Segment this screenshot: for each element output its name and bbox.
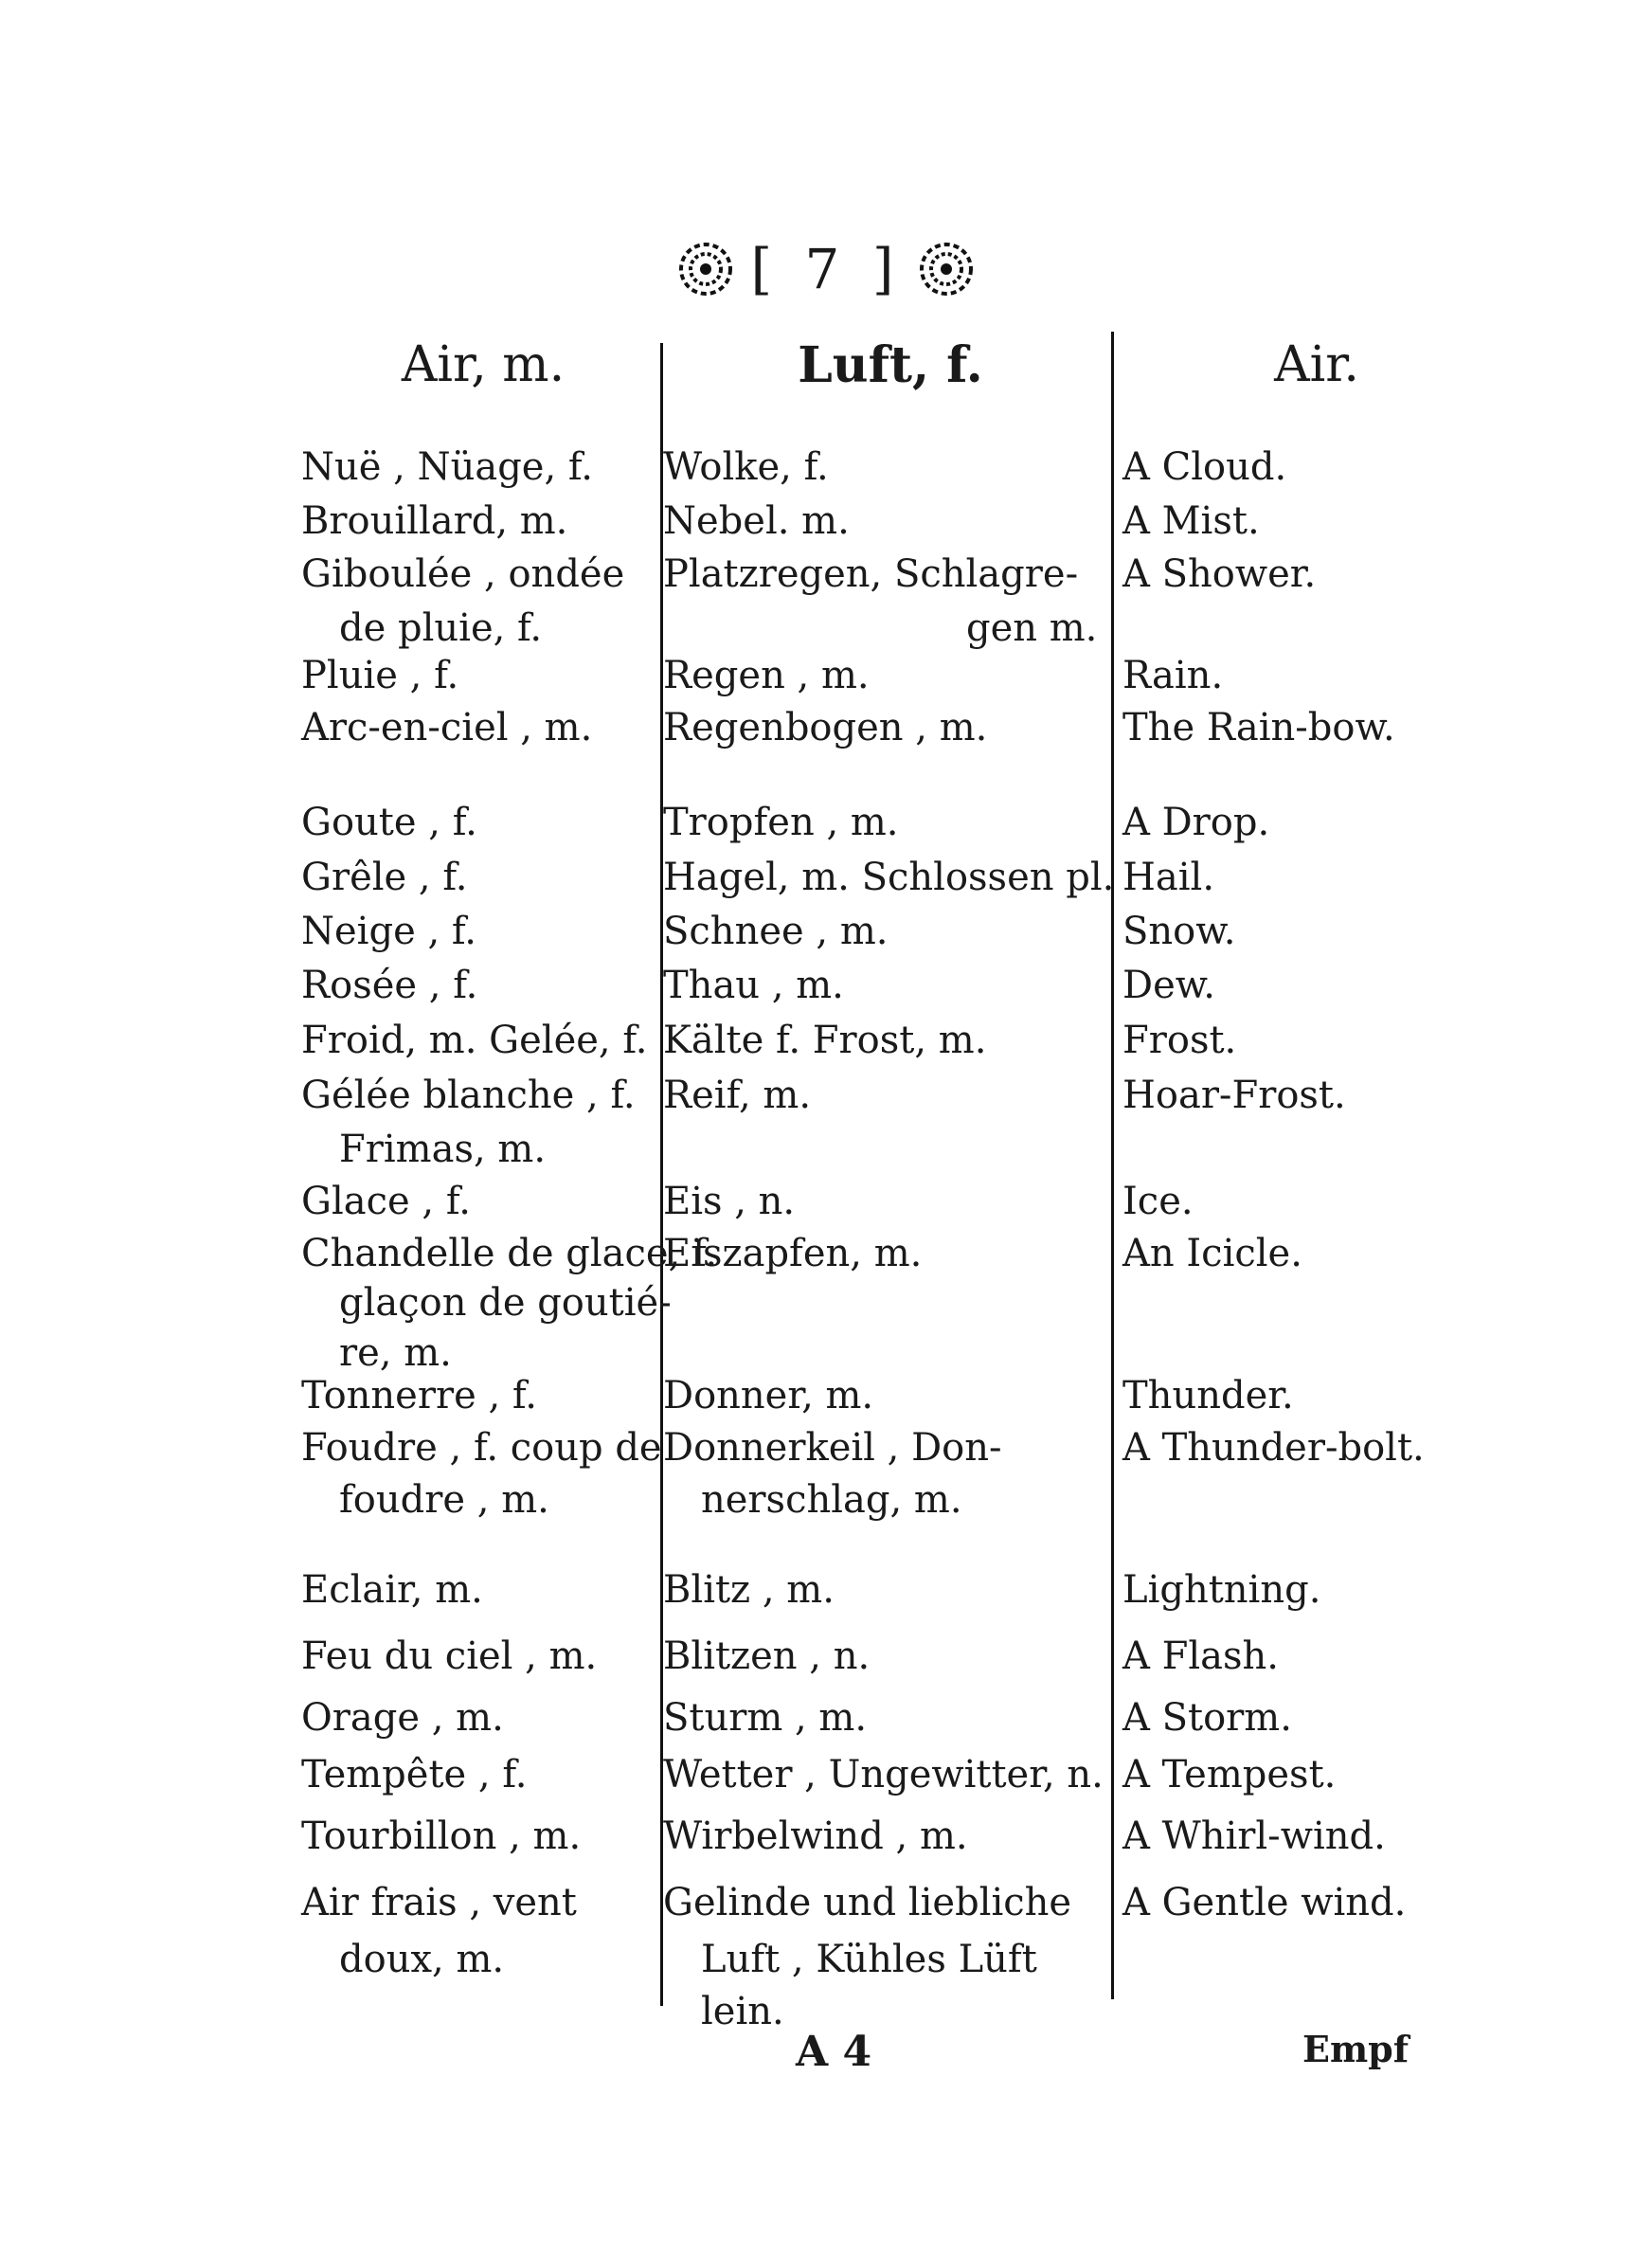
table-row [0,445,1652,502]
english-term: A Storm. [1122,1696,1292,1740]
table-row [0,654,1652,711]
german-term: Wolke, f. [663,445,829,489]
french-term: Pluie , f. [301,654,459,697]
english-term: The Rain-bow. [1122,706,1395,749]
french-term: Foudre , f. coup de [301,1426,662,1470]
english-term: Thunder. [1122,1374,1294,1417]
german-term: Donner, m. [663,1374,874,1417]
german-term: Regenbogen , m. [663,706,988,749]
catchword: Empf [1302,2028,1410,2070]
english-term: Snow. [1122,910,1236,953]
french-term: Tourbillon , m. [301,1815,582,1858]
english-term: Frost. [1122,1019,1237,1062]
french-term: Neige , f. [301,910,476,953]
german-term: Wirbelwind , m. [663,1815,968,1858]
french-term: Chandelle de glace, f. [301,1232,718,1275]
english-term: A Whirl-wind. [1122,1815,1386,1858]
french-term: Arc-en-ciel , m. [301,706,593,749]
page-number-text: [ 7 ] [750,236,902,301]
french-term: foudre , m. [339,1478,549,1522]
table-row [0,499,1652,556]
german-term: lein. [701,1990,784,2033]
french-term: Glace , f. [301,1180,471,1223]
german-term: Thau , m. [663,964,844,1007]
table-row [0,1180,1652,1237]
table-row [0,1881,1652,1938]
german-term: Sturm , m. [663,1696,868,1740]
german-term: Nebel. m. [663,499,850,543]
german-term: gen m. [966,606,1098,650]
english-term: Hail. [1122,856,1215,899]
english-term: Rain. [1122,654,1224,697]
german-term: Platzregen, Schlagre- [663,552,1079,596]
german-term: Donnerkeil , Don- [663,1426,1002,1470]
table-row [0,1478,1652,1535]
german-term: Schnee , m. [663,910,889,953]
rosette-ornament-icon [678,242,733,297]
german-term: Regen , m. [663,654,870,697]
english-term: A Shower. [1122,552,1317,596]
table-row [0,1128,1652,1184]
table-row [0,1696,1652,1753]
german-term: Luft , Kühles Lüft [701,1938,1037,1981]
english-term: Ice. [1122,1180,1194,1223]
table-row [0,1938,1652,1995]
french-term: Froid, m. Gelée, f. [301,1019,648,1062]
table-row [0,1074,1652,1130]
table-row [0,1426,1652,1483]
table-row [0,910,1652,966]
table-row [0,1634,1652,1691]
french-term: Brouillard, m. [301,499,568,543]
english-term: Dew. [1122,964,1215,1007]
english-term: A Tempest. [1122,1753,1337,1797]
german-term: Reif, m. [663,1074,812,1117]
german-term: Blitz , m. [663,1568,835,1612]
french-term: Eclair, m. [301,1568,483,1612]
table-row [0,1568,1652,1625]
table-row [0,1019,1652,1075]
table-row [0,1753,1652,1810]
french-term: Nuë , Nüage, f. [301,445,593,489]
german-term: Hagel, m. Schlossen pl. [663,856,1115,899]
english-term: A Drop. [1122,801,1270,844]
table-row [0,1232,1652,1289]
german-term: Eiszapfen, m. [663,1232,923,1275]
table-row [0,801,1652,858]
french-term: glaçon de goutié- [339,1281,672,1325]
french-term: Tonnerre , f. [301,1374,538,1417]
english-term: Hoar-Frost. [1122,1074,1346,1117]
french-term: Grêle , f. [301,856,468,899]
german-term: Blitzen , n. [663,1634,871,1678]
french-term: de pluie, f. [339,606,543,650]
german-term: Wetter , Ungewitter, n. [663,1753,1104,1797]
french-term: Tempête , f. [301,1753,528,1797]
english-term: A Gentle wind. [1122,1881,1407,1924]
english-term: A Mist. [1122,499,1260,543]
english-term: A Cloud. [1122,445,1287,489]
french-term: Gélée blanche , f. [301,1074,636,1117]
table-row [0,706,1652,763]
french-term: Goute , f. [301,801,477,844]
rosette-ornament-icon [919,242,974,297]
french-term: Rosée , f. [301,964,478,1007]
german-term: nerschlag, m. [701,1478,962,1522]
french-term: Feu du ciel , m. [301,1634,598,1678]
table-row [0,1281,1652,1338]
french-term: doux, m. [339,1938,505,1981]
header-english: Air. [1274,336,1359,393]
german-term: Eis , n. [663,1180,796,1223]
german-term: Tropfen , m. [663,801,899,844]
header-french: Air, m. [401,336,566,393]
header-german: Luft, f. [798,336,983,394]
french-term: Air frais , vent [301,1881,577,1924]
signature-mark: A 4 [796,2028,872,2076]
table-row [0,552,1652,609]
english-term: An Icicle. [1122,1232,1302,1275]
french-term: Giboulée , ondée [301,552,625,596]
french-term: Orage , m. [301,1696,504,1740]
english-term: A Thunder-bolt. [1122,1426,1425,1470]
french-term: Frimas, m. [339,1128,547,1171]
german-term: Kälte f. Frost, m. [663,1019,987,1062]
french-term: re, m. [339,1331,452,1375]
english-term: Lightning. [1122,1568,1321,1612]
table-row [0,1374,1652,1431]
page-number [0,232,1652,301]
german-term: Gelinde und liebliche [663,1881,1072,1924]
english-term: A Flash. [1122,1634,1279,1678]
table-row [0,964,1652,1020]
table-row [0,856,1652,912]
table-row [0,1815,1652,1871]
